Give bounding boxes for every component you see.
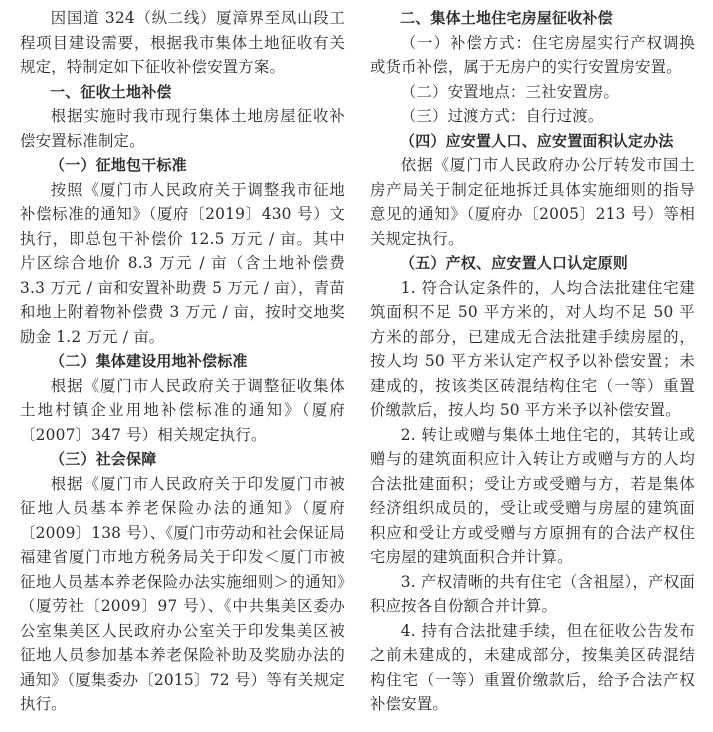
rule-1-paragraph: 1. 符合认定条件的，人均合法批建住宅建筑面积不足 50 平方米的，对人均不足 50 平方米的部分，已建成无合法批建手续房屋的，按人均 50 平方米认定产权予以补偿安置；未建成的，按该类区砖混结构住宅（一等）重置价缴款后，按人均 50 平方米予以补偿安置。 (370, 278, 695, 419)
item-5-heading: （五）产权、应安置人口认定原则 (400, 254, 629, 272)
item-3-paragraph: （三）过渡方式：自行过渡。 (400, 107, 604, 125)
left-column (20, 6, 345, 717)
item-4-heading: （四）应安置人口、应安置面积认定办法 (400, 131, 674, 150)
subsection-3-heading: （三）社会保障 (50, 450, 157, 468)
right-column (370, 6, 695, 717)
item-2-paragraph: （二）安置地点：三社安置房。 (400, 82, 620, 101)
subsection-2-paragraph: 根据《厦门市人民政府关于调整征收集体土地村镇企业用地补偿标准的通知》（厦府〔2007〕347 号）相关规定执行。 (20, 376, 345, 444)
subsection-3-paragraph: 根据《厦门市人民政府关于印发厦门市被征地人员基本养老保险办法的通知》（厦府〔2009〕138 号）、《厦门市劳动和社会保证局福建省厦门市地方税务局关于印发＜厦门市被征地人员基本养老保险办法实施细则＞的通知》（厦劳社〔2009〕97 号）、《中共集美区委办公室集美区人民政府办公室关于印发集美区被征地人员参加基本养老保险补助及奖励办法的通知》（厦集委办〔2015〕72 号）等有关规定执行。 (20, 474, 345, 713)
rule-2-paragraph: 2. 转让或赠与集体土地住宅的，其转让或赠与的建筑面积应计入转让方或赠与方的人均合法批建面积；受让方或受赠与方，若是集体经济组织成员的，受让或受赠与房屋的建筑面积应和受让方或受赠与方原拥有的合法产权住宅房屋的建筑面积合并计算。 (370, 425, 695, 566)
subsection-2-heading: （二）集体建设用地补偿标准 (50, 352, 248, 370)
rule-3-paragraph: 3. 产权清晰的共有住宅（含祖屋），产权面积应按各自份额合并计算。 (370, 572, 695, 615)
rule-4-paragraph: 4. 持有合法批建手续，但在征收公告发布之前未建成的，未建成部分，按集美区砖混结构住宅（一等）重置价缴款后，给予合法产权补偿安置。 (370, 621, 695, 713)
subsection-1-paragraph: 按照《厦门市人民政府关于调整我市征地补偿标准的通知》（厦府〔2019〕430 号）文执行，即总包干补偿价 12.5 万元 / 亩。其中片区综合地价 8.3 万元 / 亩（含土地补偿费 3.3 万元 / 亩和安置补助费 5 万元 / 亩），青苗和地上附着物补偿费 3 万元 / 亩，按时交地奖励金 1.2 万元 / 亩。 (20, 180, 345, 346)
section-1-heading: 一、征收土地补偿 (50, 82, 172, 101)
subsection-1-heading: （一）征地包干标准 (50, 156, 187, 174)
intro-paragraph: 因国道 324（纵二线）厦漳界至凤山段工程项目建设需要，根据我市集体土地征收有关规定，特制定如下征收补偿安置方案。 (20, 9, 345, 76)
item-4-paragraph: 依据《厦门市人民政府办公厅转发市国土房产局关于制定征地拆迁具体实施细则的指导意见的通知》（厦府办〔2005〕213 号）等相关规定执行。 (370, 156, 695, 248)
item-1-paragraph: （一）补偿方式：住宅房屋实行产权调换或货币补偿，属于无房户的实行安置房安置。 (370, 33, 695, 76)
section-2-heading: 二、集体土地住宅房屋征收补偿 (400, 9, 613, 27)
section-1-paragraph: 根据实施时我市现行集体土地房屋征收补偿安置标准制定。 (20, 107, 345, 150)
